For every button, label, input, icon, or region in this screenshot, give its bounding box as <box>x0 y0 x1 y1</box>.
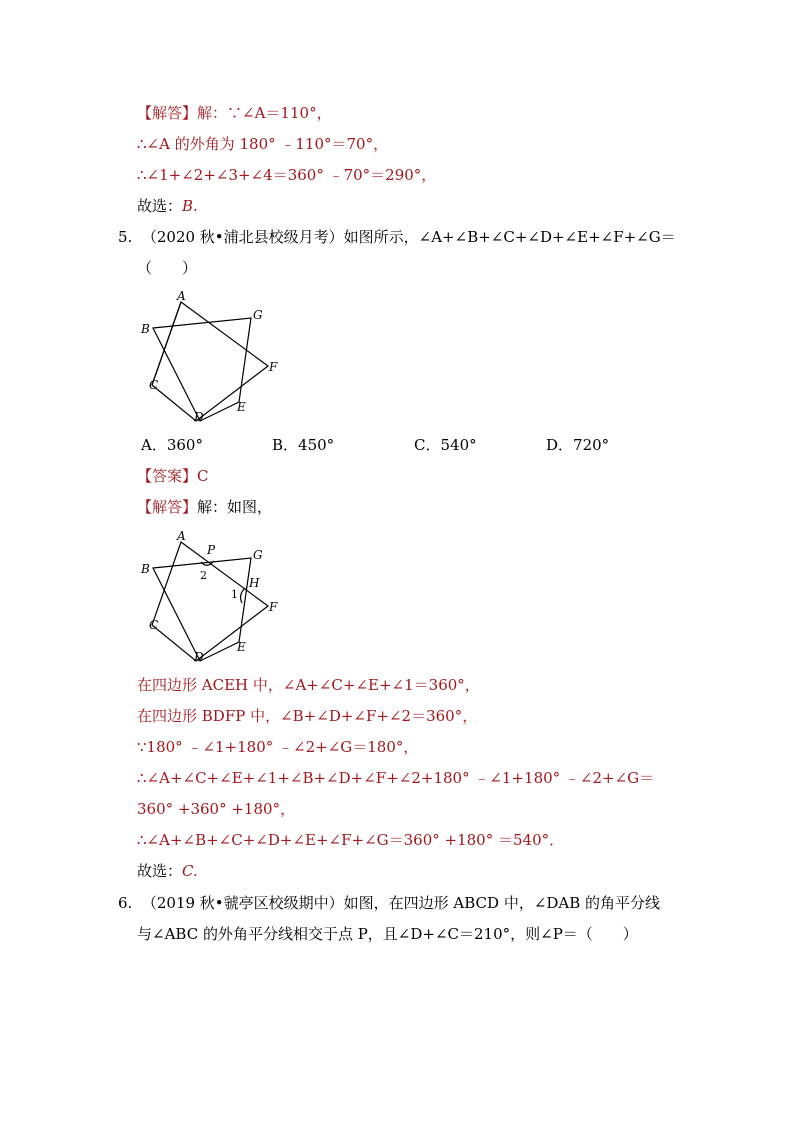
fig2-label-p: P <box>207 543 216 557</box>
q5-solution-step3: ∵180° ﹣∠1+180° ﹣∠2+∠G＝180°， <box>137 738 419 756</box>
q5-paren: （ ） <box>137 259 198 277</box>
q5-solution-figure <box>135 525 295 670</box>
fig1-label-b: B <box>141 322 150 336</box>
fig1-label-g: G <box>253 308 263 322</box>
fig1-label-f: F <box>269 360 278 374</box>
fig1-edge <box>152 302 181 385</box>
q5-option-c: C．540° <box>414 436 477 454</box>
q5-choice-prefix: 故选： <box>137 862 183 880</box>
fig2-label-angle2: 2 <box>200 569 207 582</box>
q5-solution-intro-line <box>137 497 272 517</box>
q6-stem1: （2019 秋•虢亭区校级期中）如图，在四边形 ABCD 中，∠DAB 的角平分线 <box>141 894 661 912</box>
fig2-label-h: H <box>249 576 260 590</box>
fig1-label-d: D <box>194 410 204 424</box>
sol4-line4 <box>137 196 198 216</box>
q5-solution-step4: ∴∠A+∠C+∠E+∠1+∠B+∠D+∠F+∠2+180° ﹣∠1+180° ﹣∠2+∠G＝ <box>137 769 655 787</box>
sol4-choice: B. <box>182 197 198 215</box>
q5-stem-line <box>118 227 676 247</box>
q5-option-b: B．450° <box>272 436 335 454</box>
fig2-label-g: G <box>253 548 263 562</box>
q5-solution-step1: 在四边形 ACEH 中，∠A+∠C+∠E+∠1＝360°， <box>137 676 480 694</box>
fig1-label-a: A <box>177 289 186 303</box>
fig2-label-a: A <box>177 529 186 543</box>
q5-stem: （2020 秋•浦北县校级月考）如图所示，∠A+∠B+∠C+∠D+∠E+∠F+∠G＝ <box>141 228 676 246</box>
q5-answer: C <box>197 467 209 485</box>
sol4-text1: ∵∠A＝110°， <box>227 104 332 122</box>
q5-solution-step6: ∴∠A+∠B+∠C+∠D+∠E+∠F+∠G＝360° +180° ＝540°． <box>137 831 565 849</box>
fig1-label-e: E <box>237 400 246 414</box>
q5-answer-line <box>137 466 209 486</box>
sol4-choice-prefix: 故选： <box>137 197 183 215</box>
sol4-line3: ∴∠1+∠2+∠3+∠4＝360° ﹣70°＝290°， <box>137 166 437 184</box>
fig2-label-c: C <box>149 618 159 632</box>
q5-figure <box>135 285 295 430</box>
fig2-label-b: B <box>141 562 150 576</box>
q6-number: 6. <box>118 894 133 912</box>
q5-solution-step5: 360° +360° +180°， <box>137 800 296 818</box>
q5-solution-intro: 解：如图， <box>197 498 273 516</box>
answer-tag: 【答案】 <box>137 467 198 485</box>
q5-option-d: D．720° <box>546 436 610 454</box>
q5-choice: C. <box>182 862 198 880</box>
q6-line2: 与∠ABC 的外角平分线相交于点 P，且∠D+∠C＝210°，则∠P＝（ ） <box>137 925 638 943</box>
q6-line1 <box>118 893 660 913</box>
q5-number: 5. <box>118 228 133 246</box>
solution-tag: 【解答】 <box>137 104 198 122</box>
fig2-label-angle1: 1 <box>231 588 238 601</box>
fig2-label-f: F <box>269 600 278 614</box>
fig2-label-e: E <box>237 640 246 654</box>
fig1-label-c: C <box>149 378 159 392</box>
sol4-prefix: 解： <box>197 104 228 122</box>
q5-solution-choice-line <box>137 861 198 881</box>
sol4-line2: ∴∠A 的外角为 180° ﹣110°＝70°， <box>137 135 389 153</box>
q5-solution-step2: 在四边形 BDFP 中，∠B+∠D+∠F+∠2＝360°， <box>137 707 478 725</box>
sol4-line1 <box>137 103 332 123</box>
solution-tag: 【解答】 <box>137 498 198 516</box>
q5-option-a: A．360° <box>141 436 203 454</box>
fig2-label-d: D <box>194 650 204 664</box>
